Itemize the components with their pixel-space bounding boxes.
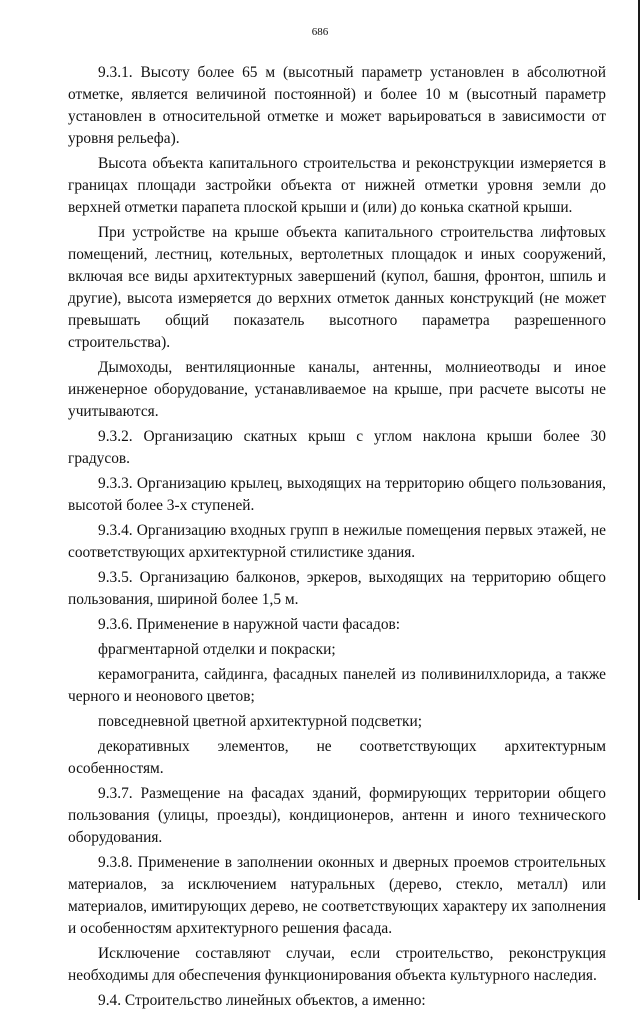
paragraph-9-3-6: 9.3.6. Применение в наружной части фасадов: — [98, 616, 401, 633]
document-body — [68, 62, 606, 1015]
list-item-color-lighting: повседневной цветной архитектурной подсветки; — [98, 713, 423, 730]
paragraph-height-measurement: Высота объекта капитального строительства и реконструкции измеряется в границах площади застройки объекта от нижней отметки уровня земли до верхней отметки парапета плоской крыши и (или) до конька скатной крыши. — [68, 155, 606, 216]
paragraph-9-3-4: 9.3.4. Организацию входных групп в нежилые помещения первых этажей, не соответствующих архитектурной стилистике здания. — [68, 522, 606, 561]
paragraph-9-3-3: 9.3.3. Организацию крылец, выходящих на территорию общего пользования, высотой более 3-х ступеней. — [68, 475, 606, 514]
paragraph-9-3-8: 9.3.8. Применение в заполнении оконных и дверных проемов строительных материалов, за исключением натуральных (дерево, стекло, металл) или материалов, имитирующих дерево, не соответствующих характеру их заполнения и особенностям архитектурного решения фасада. — [68, 854, 606, 937]
paragraph-9-4: 9.4. Строительство линейных объектов, а именно: — [98, 992, 426, 1009]
list-item-decorative-elements: декоративных элементов, не соответствующих архитектурным особенностям. — [68, 738, 606, 777]
paragraph-9-3-1: 9.3.1. Высоту более 65 м (высотный параметр установлен в абсолютной отметке, является величиной постоянной) и более 10 м (высотный параметр установлен в относительной отметке и может варьироваться в зависимости от уровня рельефа). — [68, 64, 606, 147]
paragraph-exception: Исключение составляют случаи, если строительство, реконструкция необходимы для обеспечения функционирования объекта культурного наследия. — [68, 945, 606, 984]
list-item-porcelain-siding: керамогранита, сайдинга, фасадных панелей из поливинилхлорида, а также черного и неонового цветов; — [68, 666, 606, 705]
paragraph-9-3-5: 9.3.5. Организацию балконов, эркеров, выходящих на территорию общего пользования, шириной более 1,5 м. — [68, 569, 606, 608]
paragraph-9-3-2: 9.3.2. Организацию скатных крыш с углом наклона крыши более 30 градусов. — [68, 428, 606, 467]
paragraph-9-3-7: 9.3.7. Размещение на фасадах зданий, формирующих территории общего пользования (улицы, проезды), кондиционеров, антенн и иного технического оборудования. — [68, 785, 606, 846]
list-item-fragmentary-finish: фрагментарной отделки и покраски; — [98, 641, 336, 658]
paragraph-roof-structures: При устройстве на крыше объекта капитального строительства лифтовых помещений, лестниц, котельных, вертолетных площадок и иных сооружений, включая все виды архитектурных завершений (купол, башня, фронтон, шпиль и другие), высота измеряется до верхних отметок данных конструкций (не может превышать общий показатель высотного параметра разрешенного строительства). — [68, 224, 606, 351]
page-number: 686 — [311, 26, 329, 38]
paragraph-excluded-equipment: Дымоходы, вентиляционные каналы, антенны, молниеотводы и иное инженерное оборудование, устанавливаемое на крыше, при расчете высоты не учитываются. — [68, 359, 606, 420]
